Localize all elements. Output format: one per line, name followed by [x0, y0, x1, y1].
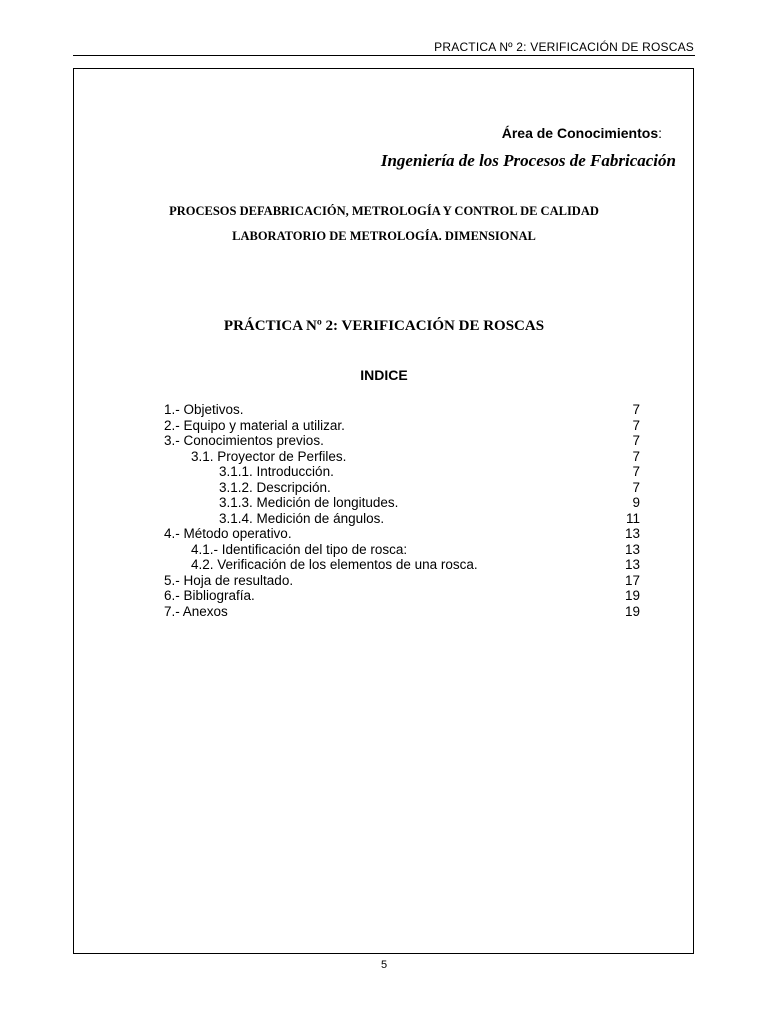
area-label: Área de Conocimientos — [501, 125, 659, 141]
department-heading: PROCESOS DEFABRICACIÓN, METROLOGÍA Y CONTROL DE CALIDAD — [169, 204, 599, 218]
toc-entry-label: 3.1.2. Descripción. — [219, 479, 331, 495]
toc-entry[interactable] — [164, 542, 640, 558]
toc-entry[interactable] — [164, 526, 640, 542]
toc-entry-label: 3.1.1. Introducción. — [219, 464, 334, 479]
toc-entry-label: 4.- Método operativo. — [164, 526, 292, 541]
toc-entry[interactable] — [164, 418, 640, 434]
toc-entry-page: 9 — [632, 495, 640, 510]
toc-entry-label: 4.2. Verificación de los elementos de una rosca. — [191, 557, 478, 572]
toc-entry-label: 6.- Bibliografía. — [164, 588, 255, 603]
toc-entry[interactable] — [164, 495, 640, 511]
toc-entry-label: 2.- Equipo y material a utilizar. — [164, 417, 345, 433]
area-name: Ingeniería de los Procesos de Fabricación — [380, 151, 676, 170]
practice-title: PRÁCTICA Nº 2: VERIFICACIÓN DE ROSCAS — [223, 318, 545, 334]
running-header-title: PRACTICA Nº 2: VERIFICACIÓN DE ROSCAS — [434, 40, 694, 54]
toc-entry[interactable] — [164, 511, 640, 527]
toc-entry-page: 19 — [624, 588, 640, 603]
toc-entry-page: 7 — [632, 433, 640, 448]
toc-entry-label: 3.1. Proyector de Perfiles. — [191, 448, 347, 464]
toc-entry[interactable] — [164, 480, 640, 496]
toc-entry-page: 17 — [624, 572, 640, 588]
table-of-contents — [164, 402, 640, 619]
toc-entry[interactable] — [164, 588, 640, 604]
toc-entry-page: 13 — [624, 541, 640, 557]
toc-entry-page: 7 — [632, 417, 640, 433]
index-title: INDICE — [360, 367, 408, 383]
toc-entry-page: 13 — [624, 557, 640, 572]
area-colon: : — [658, 125, 662, 141]
toc-entry[interactable] — [164, 402, 640, 418]
toc-entry-label: 7.- Anexos — [164, 603, 228, 619]
toc-entry-page: 11 — [625, 510, 640, 526]
toc-entry[interactable] — [164, 433, 640, 449]
area-of-knowledge — [502, 125, 662, 141]
toc-entry[interactable] — [164, 449, 640, 465]
toc-entry-page: 13 — [624, 526, 640, 541]
toc-entry-page: 19 — [624, 603, 640, 619]
toc-entry-label: 3.- Conocimientos previos. — [164, 433, 324, 448]
toc-entry-page: 7 — [632, 402, 640, 417]
toc-entry[interactable] — [164, 604, 640, 620]
toc-entry-page: 7 — [632, 479, 640, 495]
toc-entry[interactable] — [164, 464, 640, 480]
laboratory-heading: LABORATORIO DE METROLOGÍA. DIMENSIONAL — [232, 229, 536, 243]
toc-entry-label: 1.- Objetivos. — [164, 402, 244, 417]
toc-entry-label: 3.1.4. Medición de ángulos. — [219, 510, 385, 526]
toc-entry-label: 4.1.- Identificación del tipo de rosca: — [191, 541, 408, 557]
header-rule — [73, 55, 695, 56]
toc-entry-label: 3.1.3. Medición de longitudes. — [219, 495, 399, 510]
toc-entry-page: 7 — [632, 448, 640, 464]
toc-entry[interactable] — [164, 557, 640, 573]
page-number: 5 — [380, 959, 388, 971]
toc-entry[interactable] — [164, 573, 640, 589]
toc-entry-label: 5.- Hoja de resultado. — [164, 572, 294, 588]
toc-entry-page: 7 — [632, 464, 640, 479]
